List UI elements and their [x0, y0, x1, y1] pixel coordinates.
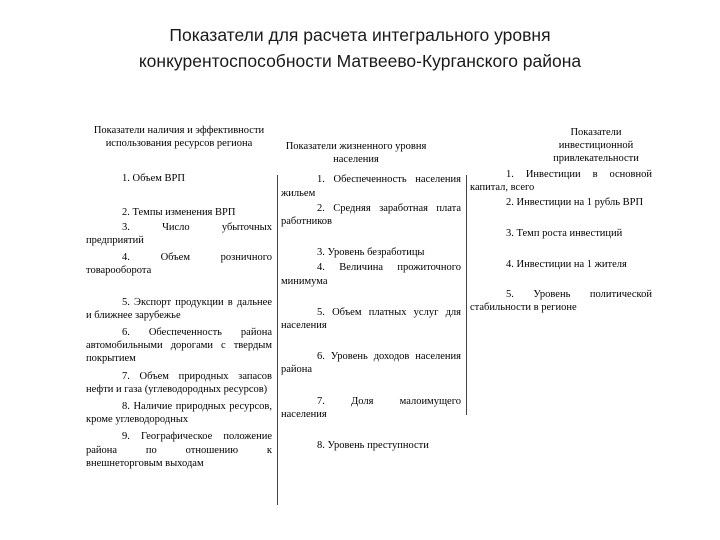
resources-item-1: 1. Объем ВРП [122, 173, 185, 185]
title-line-1: Показатели для расчета интегрального уровня [169, 25, 551, 45]
resources-item-2: 2. Темпы изменения ВРП [122, 206, 236, 218]
investment-column-heading: Показатели инвестиционной привлекательности [553, 127, 639, 165]
resources-item-8: 8. Наличие природных ресурсов, кроме углеводородных [86, 401, 272, 426]
living-standard-item-5: 5. Объем платных услуг для населения [281, 306, 461, 332]
resources-column [86, 120, 272, 470]
investment-column [470, 126, 652, 314]
investment-item-1: 1. Инвестиции в основной капитал, всего [470, 168, 652, 193]
column-divider-2 [466, 175, 467, 415]
living-standard-item-4: 4. Величина прожиточного минимума [281, 262, 461, 287]
living-standard-item-7: 7. Доля малоимущего населения [281, 395, 461, 420]
resources-item-9: 9. Географическое положение района по отношению к внешнеторговым выходам [86, 431, 272, 469]
resources-item-4: 4. Объем розничного товарооборота [86, 252, 272, 277]
title-line-2: конкурентоспособности Матвеево-Курганского района [138, 51, 582, 71]
resources-item-5: 5. Экспорт продукции в дальнее и ближнее зарубежье [86, 296, 272, 321]
resources-item-3: 3. Число убыточных предприятий [86, 221, 272, 247]
living-standard-item-2: 2. Средняя заработная плата работников [281, 202, 461, 228]
living-standard-column-heading: Показатели жизненного уровня населения [285, 141, 427, 166]
resources-column-heading: Показатели наличия и эффективности использования ресурсов региона [93, 125, 265, 150]
investment-item-2: 2. Инвестиции на 1 рубль ВРП [506, 197, 644, 209]
investment-item-4: 4. Инвестиции на 1 жителя [506, 259, 627, 271]
living-standard-column [281, 140, 461, 452]
living-standard-item-8: 8. Уровень преступности [317, 440, 429, 452]
living-standard-item-3: 3. Уровень безработицы [317, 247, 425, 259]
living-standard-item-6: 6. Уровень доходов населения района [281, 351, 461, 376]
investment-item-3: 3. Темп роста инвестиций [506, 228, 623, 240]
investment-item-5: 5. Уровень политической стабильности в регионе [470, 288, 652, 313]
resources-item-6: 6. Обеспеченность района автомобильными дорогами с твердым покрытием [86, 327, 272, 365]
page-title [0, 22, 720, 74]
column-divider-1 [277, 175, 278, 505]
resources-item-7: 7. Объем природных запасов нефти и газа (углеводородных ресурсов) [86, 370, 272, 395]
living-standard-item-1: 1. Обеспеченность населения жильем [281, 174, 461, 199]
